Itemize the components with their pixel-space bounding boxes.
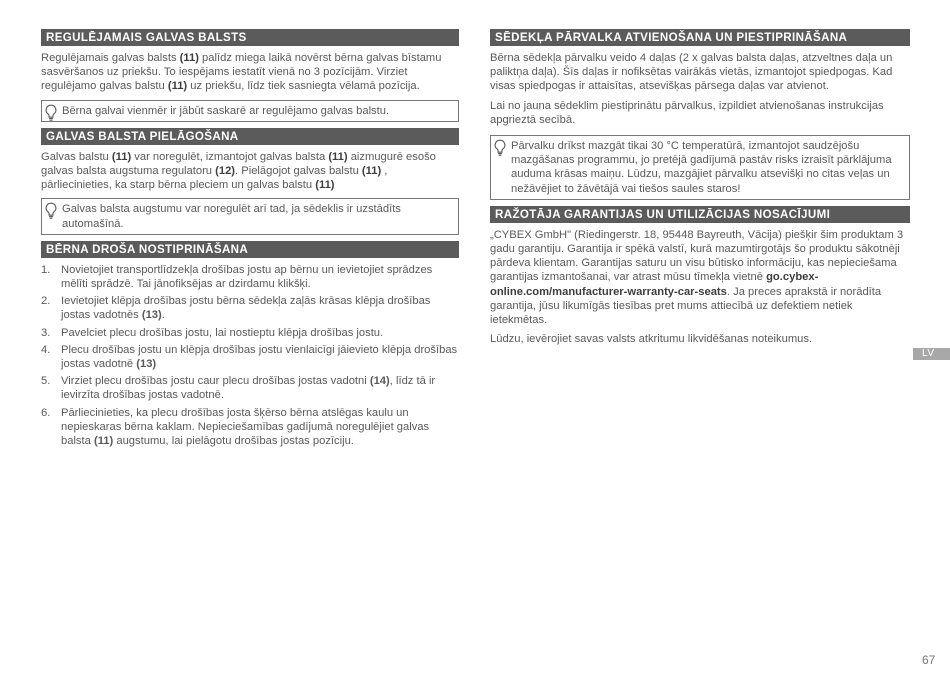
list-item: 5. Virziet plecu drošības jostu caur plecu drošības jostas vadotni (14), līdz tā ir ievirzīta drošības jostas vadotnē.: [41, 375, 436, 402]
list-item: 1. Novietojiet transportlīdzekļa drošības jostu ap bērnu un ievietojiet sprādzes mēlīti sprādzē. Tai jānofiksējas ar dzirdamu klikšķi.: [41, 263, 433, 291]
note-text: Pārvalku drīkst mazgāt tikai 30 °C temperatūrā, izmantojot saudzējošu mazgāšanas programmu, jo pretējā gadījumā pastāv risks izraisīt pārklājuma auduma krāsas maiņu. Lūdzu, mazgājiet pārvalku atsevišķi no citas veļas un nežāvējiet to žāvētājā vai tiešos saules staros!: [511, 140, 892, 195]
left-column: [41, 29, 459, 451]
paragraph-disposal: Lūdzu, ievērojiet savas valsts atkritumu likvidēšanas noteikumus.: [490, 333, 813, 346]
paragraph-seat-cover-parts: Bērna sēdekļa pārvalku veido 4 daļas (2 x galvas balsta daļas, atzveltnes daļa un paliktņa daļa). Šīs daļas ir nofiksētas vairākās vietās, izmantojot spiedpogas. Kad visas spiedpogas ir attaisītas, atsevišķas pārsega daļas var atvienot.: [490, 52, 893, 93]
section-heading-headrest-adjustment: GALVAS BALSTA PIELĀGOŠANA: [41, 128, 459, 145]
note-box-headrest-in-car: [41, 198, 459, 234]
section-heading-securing-child: BĒRNA DROŠA NOSTIPRINĀŠANA: [41, 241, 459, 258]
section-heading-seat-cover: SĒDEKĻA PĀRVALKA ATVIENOŠANA UN PIESTIPRINĀŠANA: [490, 29, 910, 46]
steps-list: [41, 263, 459, 448]
note-box-headrest-contact: [41, 100, 459, 122]
paragraph-seat-cover-reattach: Lai no jauna sēdeklim piestiprinātu pārvalkus, izpildiet atvienošanas instrukcijas apgrieztā secībā.: [490, 99, 884, 126]
lightbulb-icon: [45, 202, 57, 220]
list-item: 3. Pavelciet plecu drošības jostu, lai nostieptu klēpja drošības jostu.: [41, 326, 384, 339]
note-box-washing: [490, 135, 910, 200]
paragraph-warranty: „CYBEX GmbH" (Riedingerstr. 18, 95448 Bayreuth, Vācija) piešķir šim produktam 3 gadu garantiju. Garantija ir spēkā valstī, kurā mazumtirgotājs šo produktu sākotnēji pārdeva klientam. Garantijas saturu un visu būtisko informāciju, kas nepieciešama garantijas izmantošanai, var atrast mūsu tīmekļa vietnē go.cybex-online.com/manufacturer-warranty-car-seats. Ja preces aprakstā ir norādīta garantija, jūsu likumīgās tiesības pret mums attiecībā uz defektiem netiek ietekmētas.: [490, 228, 904, 327]
note-text: Galvas balsta augstumu var noregulēt arī tad, ja sēdeklis ir uzstādīts automašīnā.: [62, 203, 401, 230]
note-text: Bērna galvai vienmēr ir jābūt saskarē ar regulējamo galvas balstu.: [62, 104, 390, 117]
list-item: 2. Ievietojiet klēpja drošības jostu bērna sēdekļa zaļās krāsas klēpja drošības jostas vadotnēs (13).: [41, 295, 431, 322]
language-tab: LV: [913, 348, 950, 360]
list-item: 6. Pārliecinieties, ka plecu drošības josta šķērso bērna atslēgas kaulu un nepieskaras bērna kaklam. Nepieciešamības gadījumā noregulējiet galvas balsta (11) augstumu, lai pielāgotu drošības jostas pozīciju.: [41, 406, 430, 448]
page-number: 67: [922, 653, 936, 667]
lightbulb-icon: [45, 104, 57, 122]
section-heading-adjustable-headrest: REGULĒJAMAIS GALVAS BALSTS: [41, 29, 459, 46]
paragraph-adjustable-headrest: Regulējamais galvas balsts (11) palīdz miega laikā novērst bērna galvas bīstamu sasvēršanos uz priekšu. To iespējams iestatīt vienā no 3 pozīcijām. Virziet regulējamo galvas balstu (11) uz priekšu, līdz tiek sasniegta vēlamā pozīcija.: [41, 52, 442, 93]
paragraph-headrest-adjustment: Galvas balstu (11) var noregulēt, izmantojot galvas balsta (11) aizmugurē esošo galvas balsta augstuma regulatoru (12). Pielāgojot galvas balstu (11) , pārliecinieties, ka starp bērna pleciem un galvas balstu (11): [41, 150, 436, 192]
section-heading-warranty: RAŽOTĀJA GARANTIJAS UN UTILIZĀCIJAS NOSACĪJUMI: [490, 206, 910, 223]
right-column: [490, 29, 910, 346]
list-item: 4. Plecu drošības jostu un klēpja drošības jostu vienlaicīgi jāievieto klēpja drošības jostas vadotnē (13): [41, 343, 458, 371]
lightbulb-icon: [494, 139, 506, 157]
warranty-link[interactable]: go.cybex-online.com/manufacturer-warranty-car-seats: [490, 271, 819, 298]
